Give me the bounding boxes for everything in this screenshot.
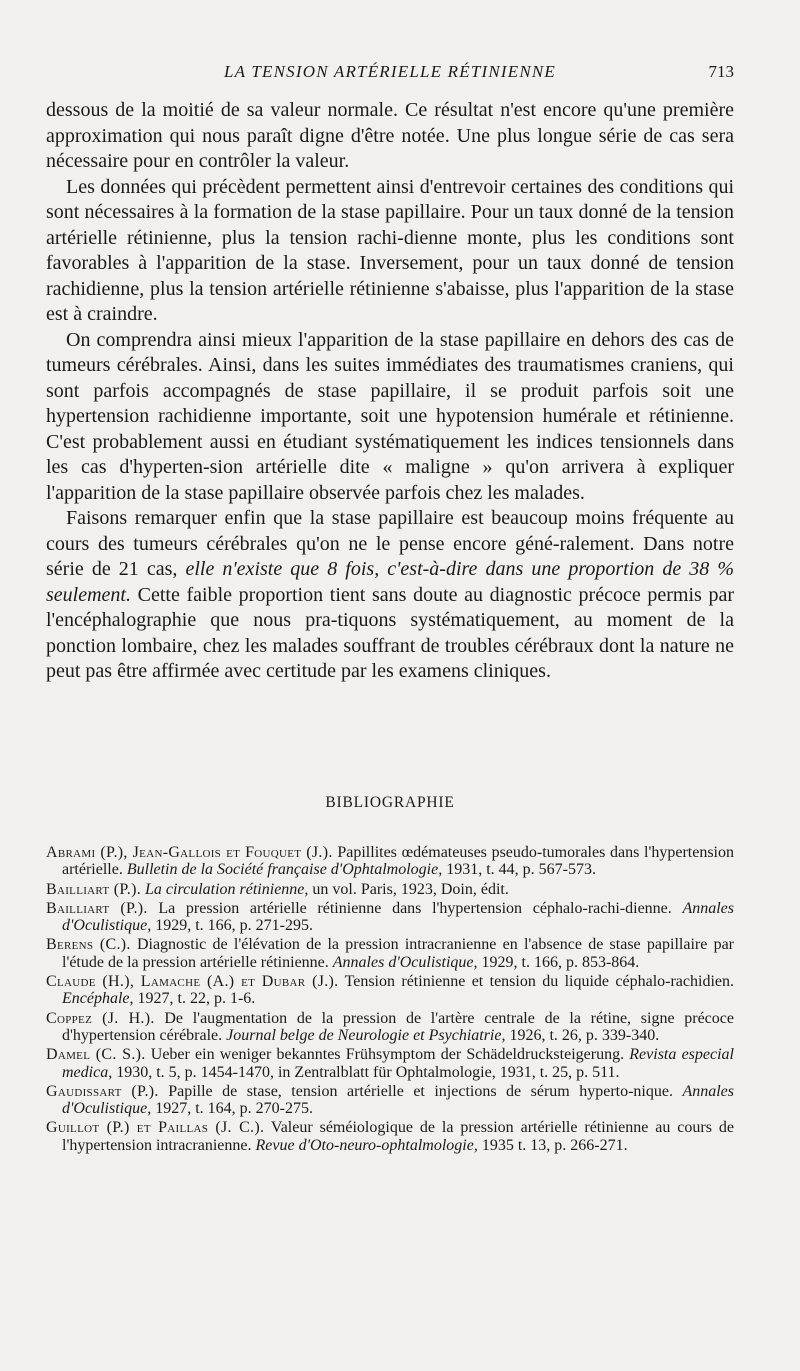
- bibliography-entry: [46, 1010, 734, 1045]
- entry-title: De l'augmentation de la pression de l'artère centrale de la rétine, signe précoce d'hypertension cérébrale.: [62, 1009, 734, 1044]
- entry-authors: Damel (C. S.).: [46, 1046, 146, 1064]
- entry-source: Revista especial medica,: [62, 1046, 734, 1081]
- paragraph-2: Les données qui précèdent permettent ainsi d'entrevoir certaines des conditions qui sont nécessaires à la formation de la stase papillaire. Pour un taux donné de la tension artérielle rétinienne, plus la tension rachi-dienne monte, plus les conditions sont favorables à l'apparition de la stase. Inversement, pour un taux donné de tension rachidienne, plus la tension artérielle rétinienne s'abaisse, plus l'apparition de la stase est à craindre.: [46, 175, 734, 325]
- paragraph-4-text-start: Faisons remarquer enfin que la stase papillaire est beaucoup moins fréquente au cours des tumeurs cérébrales qu'on ne le pense encore géné-ralement. Dans notre série de 21 cas,: [46, 507, 734, 580]
- bibliography-heading: BIBLIOGRAPHIE: [325, 794, 455, 811]
- entry-title: Diagnostic de l'élévation de la pression intracranienne en l'absence de stase papillaire par l'étude de la pression artérielle rétinienne.: [62, 936, 735, 971]
- entry-details: 1935 t. 13, p. 266-271.: [477, 1136, 628, 1154]
- bibliography-list: [46, 844, 734, 1156]
- bibliography-entry: [46, 881, 734, 898]
- entry-details: 1926, t. 26, p. 339-340.: [505, 1026, 660, 1044]
- bibliography-entry: [46, 1083, 734, 1118]
- entry-authors: Claude (H.), Lamache (A.) et Dubar (J.).: [46, 973, 339, 991]
- entry-authors: Coppez (J. H.).: [46, 1009, 155, 1027]
- entry-source: La circulation rétinienne,: [145, 880, 309, 898]
- bibliography-entry: [46, 1119, 734, 1154]
- entry-authors: Bailliart (P.).: [46, 899, 148, 917]
- entry-authors: Gaudissart (P.).: [46, 1082, 159, 1100]
- entry-source: Journal belge de Neurologie et Psychiatrie,: [226, 1026, 506, 1044]
- entry-details: 1930, t. 5, p. 1454-1470, in Zentralblatt für Ophtalmologie, 1931, t. 25, p. 511.: [112, 1063, 620, 1081]
- paragraph-4-italic-emphasis: elle n'existe que 8 fois, c'est-à-dire dans une proportion de 38 % seulement.: [46, 558, 735, 606]
- entry-title: Ueber ein weniger bekanntes Frühsymptom der Schädeldrucksteigerung.: [145, 1046, 630, 1064]
- entry-details: 1929, t. 166, p. 853-864.: [477, 953, 640, 971]
- entry-source: Revue d'Oto-neuro-ophtalmologie,: [255, 1136, 478, 1154]
- entry-details: 1927, t. 164, p. 270-275.: [151, 1100, 313, 1118]
- entry-source: Annales d'Oculistique,: [62, 899, 734, 935]
- entry-title: Papille de stase, tension artérielle et injections de sérum hyperto-nique.: [158, 1082, 683, 1100]
- bibliography-entry: [46, 936, 734, 971]
- running-title: LA TENSION ARTÉRIELLE RÉTINIENNE: [224, 62, 556, 81]
- entry-title: Papillites œdémateuses pseudo-tumorales dans l'hypertension artérielle.: [62, 844, 734, 879]
- bibliography-entry: [46, 1046, 734, 1081]
- entry-title: Tension rétinienne et tension du liquide céphalo-rachidien.: [338, 973, 734, 991]
- bibliography-entry: [46, 900, 734, 935]
- entry-details: 1931, t. 44, p. 567-573.: [442, 861, 596, 879]
- bibliography-entry: [46, 844, 734, 879]
- entry-authors: Bailliart (P.).: [46, 880, 142, 898]
- entry-source: Annales d'Oculistique,: [332, 953, 478, 971]
- entry-title: La pression artérielle rétinienne dans l'hypertension céphalo-rachi-dienne.: [147, 899, 683, 917]
- entry-source: Annales d'Oculistique,: [62, 1082, 734, 1118]
- bibliography-entry: [46, 973, 734, 1008]
- entry-details: un vol. Paris, 1923, Doin, édit.: [308, 880, 509, 898]
- entry-authors: Abrami (P.), Jean-Gallois et Fouquet (J.).: [46, 844, 333, 861]
- entry-authors: Guillot (P.) et Paillas (J. C.).: [46, 1119, 265, 1137]
- entry-details: 1929, t. 166, p. 271-295.: [151, 917, 313, 935]
- entry-source: Bulletin de la Société française d'Ophtalmologie,: [126, 861, 443, 879]
- entry-source: Encéphale,: [62, 990, 134, 1008]
- body-text: [46, 98, 734, 685]
- paragraph-1: dessous de la moitié de sa valeur normale. Ce résultat n'est encore qu'une première approximation qui nous paraît digne d'être notée. Une plus longue série de cas sera nécessaire pour en contrôler la valeur.: [46, 99, 734, 172]
- paragraph-4-text-end: Cette faible proportion tient sans doute au diagnostic précoce permis par l'encéphalographie que nous pra-tiquons systématiquement, au moment de la ponction lombaire, chez les malades souffrant de troubles cérébraux dont la nature ne peut pas être affirmée avec certitude par les examens cliniques.: [46, 583, 734, 682]
- entry-details: 1927, t. 22, p. 1-6.: [133, 990, 256, 1008]
- page-number: 713: [708, 62, 734, 81]
- entry-authors: Berens (C.).: [46, 936, 131, 954]
- running-head: [46, 62, 734, 86]
- paragraph-4: [46, 506, 734, 685]
- paragraph-3: On comprendra ainsi mieux l'apparition de la stase papillaire en dehors des cas de tumeurs cérébrales. Ainsi, dans les suites immédiates des traumatismes craniens, qui sont parfois accompagnés de stase papillaire, il se produit parfois soit une hypertension rachidienne importante, soit une hypotension humérale et rétinienne. C'est probablement aussi en étudiant systématiquement les indices tensionnels dans les cas d'hyperten-sion artérielle dite « maligne » qu'on arrivera à expliquer l'apparition de la stase papillaire observée parfois chez les malades.: [46, 328, 734, 504]
- entry-title: Valeur séméiologique de la pression artérielle rétinienne au cours de l'hypertension intracranienne.: [62, 1119, 734, 1154]
